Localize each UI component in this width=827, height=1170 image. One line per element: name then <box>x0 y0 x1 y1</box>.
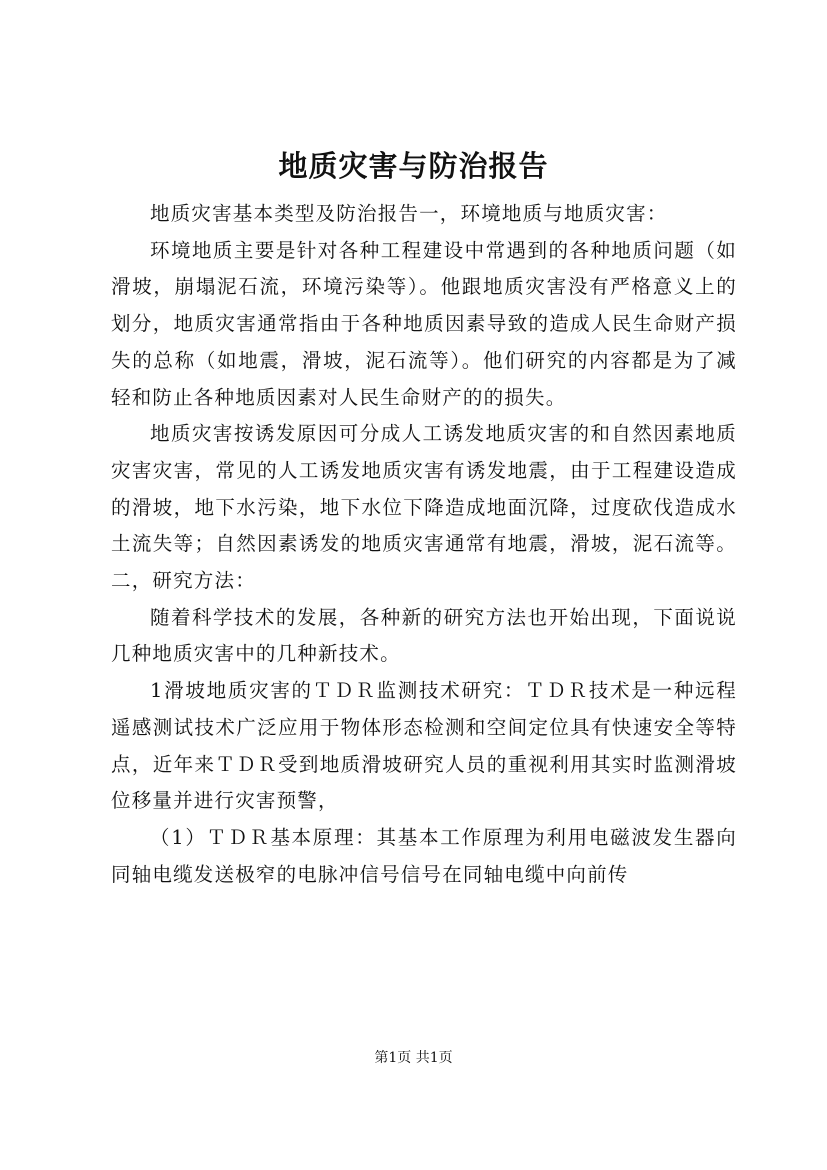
page-footer: 第1页 共1页 <box>374 1050 453 1066</box>
paragraph-environmental-geology: 环境地质主要是针对各种工程建设中常遇到的各种地质问题（如滑坡，崩塌泥石流，环境污染等）。他跟地质灾害没有严格意义上的划分，地质灾害通常指由于各种地质因素导致的造成人民生命财产损失的总称（如地震，滑坡，泥石流等）。他们研究的内容都是为了减轻和防止各种地质因素对人民生命财产的的损失。 <box>111 238 737 409</box>
document-body <box>111 196 737 893</box>
paragraph-disaster-causes: 地质灾害按诱发原因可分成人工诱发地质灾害的和自然因素地质灾害灾害，常见的人工诱发地质灾害有诱发地震，由于工程建设造成的滑坡，地下水污染，地下水位下降造成地面沉降，过度砍伐造成水土流失等；自然因素诱发的地质灾害通常有地震，滑坡，泥石流等。二，研究方法： <box>111 422 737 593</box>
document-title: 地质灾害与防治报告 <box>278 149 549 183</box>
paragraph-tdr-monitoring: 1滑坡地质灾害的ＴＤＲ监测技术研究：ＴＤＲ技术是一种远程遥感测试技术广泛应用于物体形态检测和空间定位具有快速安全等特点，近年来ＴＤＲ受到地质滑坡研究人员的重视利用其实时监测滑坡位移量并进行灾害预警， <box>111 679 737 813</box>
paragraph-new-methods: 随着科学技术的发展，各种新的研究方法也开始出现，下面说说几种地质灾害中的几种新技术。 <box>111 605 737 666</box>
paragraph-tdr-principle: （1）ＴＤＲ基本原理：其基本工作原理为利用电磁波发生器向同轴电缆发送极窄的电脉冲信号信号在同轴电缆中向前传 <box>111 825 737 886</box>
paragraph-intro: 地质灾害基本类型及防治报告一，环境地质与地质灾害： <box>150 202 668 225</box>
